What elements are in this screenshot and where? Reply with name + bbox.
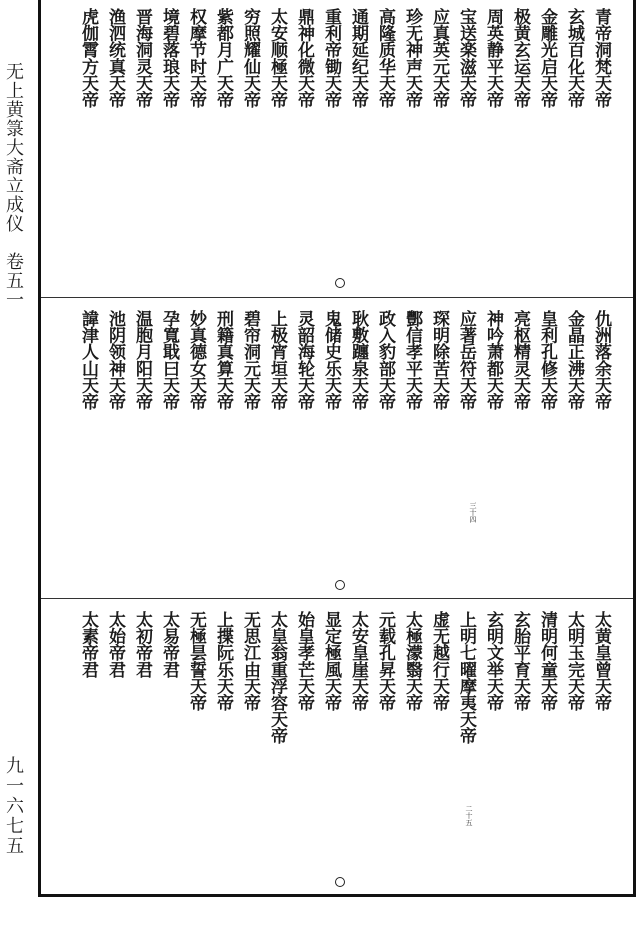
text-column: 通期延纪天帝 <box>348 8 368 108</box>
text-column: 碧帘洞元天帝 <box>240 310 260 410</box>
text-column: 耿敷躔泉天帝 <box>348 310 368 410</box>
text-column: 諱津人山天帝 <box>78 310 98 410</box>
text-column: 上明七曜摩夷天帝 <box>456 611 476 744</box>
text-column: 琛明除苦天帝 <box>429 310 449 410</box>
text-column: 极黄玄运天帝 <box>510 8 530 108</box>
text-column: 周英静平天帝 <box>483 8 503 108</box>
text-column: 太素帝君 <box>78 611 98 678</box>
text-column: 应著岳符天帝 <box>456 310 476 410</box>
text-column: 清明何童天帝 <box>537 611 557 711</box>
page-frame <box>38 0 636 897</box>
text-column: 太皇翁重浮容天帝 <box>267 611 287 744</box>
text-column: 太安顺極天帝 <box>267 8 287 108</box>
text-column: 玄明文举天帝 <box>483 611 503 711</box>
text-column: 权摩节时天帝 <box>186 8 206 108</box>
text-column: 太初帝君 <box>132 611 152 678</box>
folio-note: 三十四 <box>469 502 477 523</box>
text-column: 上揲阮乐天帝 <box>213 611 233 711</box>
folio-note: 二十五 <box>465 805 473 826</box>
text-column: 妙真德女天帝 <box>186 310 206 410</box>
text-column: 太安皇崖天帝 <box>348 611 368 711</box>
text-column: 无思江由天帝 <box>240 611 260 711</box>
text-column: 始皇孝芒天帝 <box>294 611 314 711</box>
text-column: 宝送楽滋天帝 <box>456 8 476 108</box>
text-column: 政入豹部天帝 <box>375 310 395 410</box>
circle-mark <box>335 877 345 887</box>
text-column: 孕寬戢曰天帝 <box>159 310 179 410</box>
margin-page-number: 九一六七五 <box>3 756 24 856</box>
text-column: 太黄皇曾天帝 <box>591 611 611 711</box>
text-column: 刑籍真算天帝 <box>213 310 233 410</box>
text-column: 渔泗统真天帝 <box>105 8 125 108</box>
text-column: 珍无神声天帝 <box>402 8 422 108</box>
panel-middle <box>41 297 633 599</box>
text-column: 无極昙誓天帝 <box>186 611 206 711</box>
text-column: 仇洲落余天帝 <box>591 310 611 410</box>
text-column: 温胞月阳天帝 <box>132 310 152 410</box>
text-column: 神吟萧都天帝 <box>483 310 503 410</box>
text-column: 高隆质华天帝 <box>375 8 395 108</box>
text-column: 境碧落琅天帝 <box>159 8 179 108</box>
text-column: 应真英元天帝 <box>429 8 449 108</box>
text-column: 重利帝锄天帝 <box>321 8 341 108</box>
text-column: 紫都月广天帝 <box>213 8 233 108</box>
text-column: 皇利孔修天帝 <box>537 310 557 410</box>
text-column: 玄胎平育天帝 <box>510 611 530 711</box>
text-column: 上极宵垣天帝 <box>267 310 287 410</box>
margin-book-title: 无上黄箓大斋立成仪 卷五一 <box>3 62 24 309</box>
text-column: 太極濛翳天帝 <box>402 611 422 711</box>
text-column: 鼎神化微天帝 <box>294 8 314 108</box>
text-column: 池阴领神天帝 <box>105 310 125 410</box>
circle-mark <box>335 580 345 590</box>
text-column: 穷照耀仙天帝 <box>240 8 260 108</box>
panel-top <box>41 0 633 297</box>
text-column: 青帝洞梵天帝 <box>591 8 611 108</box>
text-column: 晋海洞灵天帝 <box>132 8 152 108</box>
text-column: 显定極風天帝 <box>321 611 341 711</box>
text-column: 玄城百化天帝 <box>564 8 584 108</box>
text-column: 酆信孝平天帝 <box>402 310 422 410</box>
text-column: 太易帝君 <box>159 611 179 678</box>
text-column: 虎伽霄方天帝 <box>78 8 98 108</box>
circle-mark <box>335 278 345 288</box>
text-column: 亮枢精灵天帝 <box>510 310 530 410</box>
text-column: 灵韶海轮天帝 <box>294 310 314 410</box>
text-column: 金晶正沸天帝 <box>564 310 584 410</box>
text-column: 金雕光启天帝 <box>537 8 557 108</box>
text-column: 鬼储史乐天帝 <box>321 310 341 410</box>
text-column: 元载孔昇天帝 <box>375 611 395 711</box>
text-column: 虚无越行天帝 <box>429 611 449 711</box>
text-column: 太明玉完天帝 <box>564 611 584 711</box>
panel-bottom <box>41 598 633 895</box>
text-column: 太始帝君 <box>105 611 125 678</box>
